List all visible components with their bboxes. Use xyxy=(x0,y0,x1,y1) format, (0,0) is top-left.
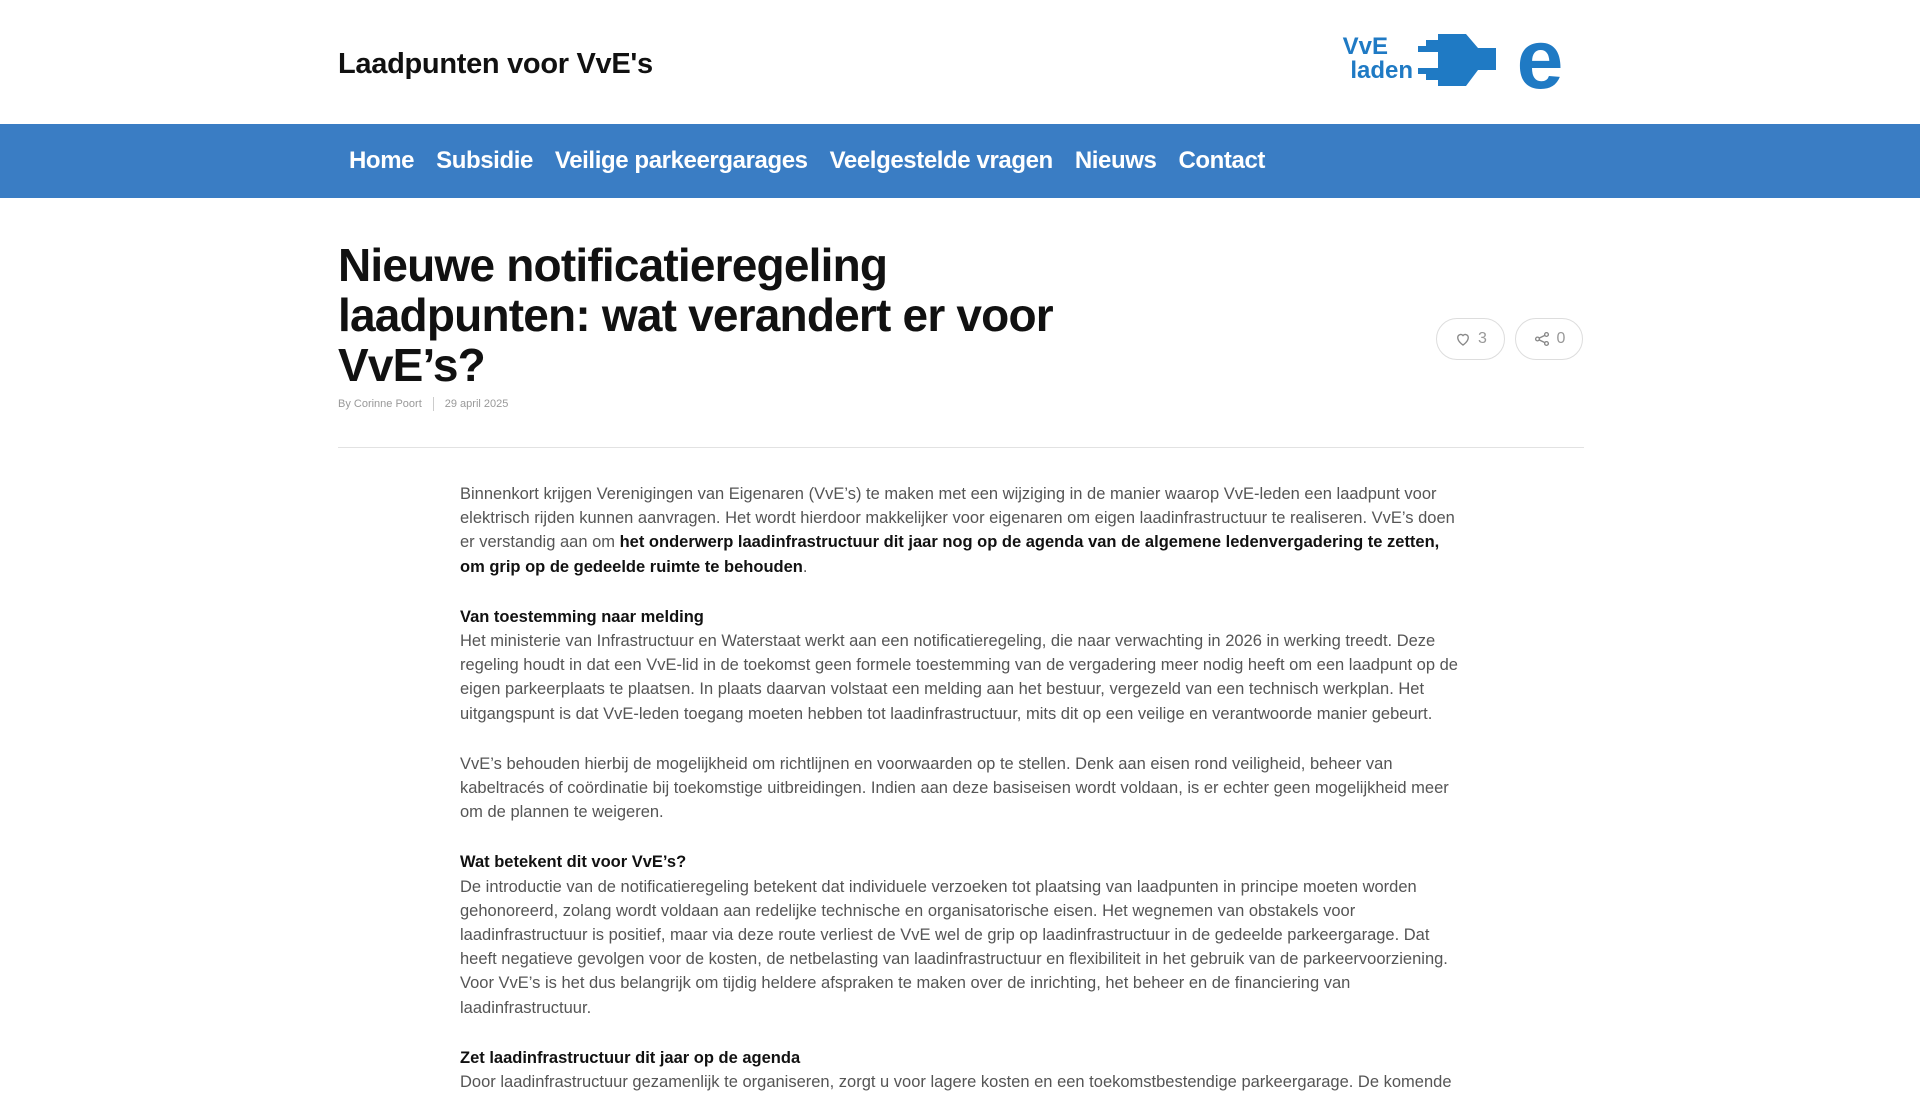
article-section xyxy=(460,1046,1460,1094)
heart-icon xyxy=(1454,330,1472,348)
article-section xyxy=(460,850,1460,1019)
share-count: 0 xyxy=(1556,330,1566,347)
article-author[interactable]: By Corinne Poort xyxy=(338,398,422,410)
share-button[interactable] xyxy=(1515,318,1583,360)
nav-item-subsidie[interactable]: Subsidie xyxy=(436,147,533,174)
paragraph-text: VvE’s behouden hierbij de mogelijkheid om richtlijnen en voorwaarden op te stellen. Denk aan eisen rond veiligheid, beheer van kabeltracés of coördinatie bij toekomstige uitbreidingen. Indien aan deze basiseisen wordt voldaan, is er echter geen mogelijkheid meer om de plannen te weigeren. xyxy=(460,754,1449,822)
paragraph-highlight: het onderwerp laadinfrastructuur dit jaar nog op de agenda van de algemene ledenvergadering te zetten, om grip op de gedeelde ruimte te behouden xyxy=(460,533,1440,576)
title-divider xyxy=(338,447,1584,448)
site-header xyxy=(0,0,1920,124)
article-meta xyxy=(338,397,508,411)
main-nav xyxy=(0,124,1920,198)
article-paragraph xyxy=(460,482,1460,579)
logo-line1: VvE xyxy=(1342,33,1388,60)
paragraph-text: Binnenkort krijgen Verenigingen van Eigenaren (VvE’s) te maken met een wijziging in de manier waarop VvE-leden een laadpunt voor elektrisch rijden kunnen aanvragen. Het wordt hierdoor makkelijker voor eigenaren om eigen laadinfrastructuur te realiseren. VvE’s doen er verstandig aan om xyxy=(460,485,1455,552)
section-text: Door laadinfrastructuur gezamenlijk te organiseren, zorgt u voor lagere kosten en een toekomstbestendige parkeergarage. De komende xyxy=(460,1073,1452,1092)
meta-divider xyxy=(433,397,434,411)
nav-item-nieuws[interactable]: Nieuws xyxy=(1074,147,1157,174)
share-icon xyxy=(1533,330,1551,348)
paragraph-end: . xyxy=(802,557,808,576)
article-section xyxy=(460,605,1460,726)
logo-letter: e xyxy=(1516,12,1564,106)
logo-line2: laden xyxy=(1350,57,1413,84)
nav-item-veelgestelde-vragen[interactable]: Veelgestelde vragen xyxy=(829,147,1053,174)
article-paragraph xyxy=(460,752,1460,825)
section-heading: Wat betekent dit voor VvE’s? xyxy=(460,853,687,872)
article-title: Nieuwe notificatieregeling laadpunten: wat verandert er voor VvE’s? xyxy=(338,239,1053,391)
section-heading: Zet laadinfrastructuur dit jaar op de agenda xyxy=(460,1048,801,1067)
nav-item-contact[interactable]: Contact xyxy=(1178,147,1265,174)
like-button[interactable] xyxy=(1436,318,1505,360)
like-count: 3 xyxy=(1478,330,1487,347)
nav-item-veilige-parkeergarages[interactable]: Veilige parkeergarages xyxy=(554,147,808,174)
section-text: Het ministerie van Infrastructuur en Waterstaat werkt aan een notificatieregeling, die naar verwachting in 2026 in werking treedt. Deze regeling houdt in dat een VvE-lid in de toekomst geen formele toestemming van de vergadering meer nodig heeft om een laadpunt op de eigen parkeerplaats te plaatsen. In plaats daarvan volstaat een melding aan het bestuur, vergezeld van een technisch werkplan. Het uitgangspunt is dat VvE-leden toegang moeten hebben tot laadinfrastructuur, mits dit op een veilige en verantwoorde manier gebeurt. xyxy=(460,632,1458,723)
nav-list xyxy=(338,124,1276,198)
section-heading: Van toestemming naar melding xyxy=(460,607,704,626)
nav-item-home[interactable]: Home xyxy=(349,147,415,174)
article-date: 29 april 2025 xyxy=(444,398,509,410)
vve-laden-logo[interactable] xyxy=(1342,12,1588,106)
section-text: De introductie van de notificatieregeling betekent dat individuele verzoeken tot plaatsing van laadpunten in principe moeten worden gehonoreerd, zolang wordt voldaan aan redelijke technische en organisatorische eisen. Het wegnemen van obstakels voor laadinfrastructuur is positief, maar via deze route verliest de VvE wel de grip op laadinfrastructuur in de gedeelde parkeergarage. Dat heeft negatieve gevolgen voor de kosten, de netbelasting van laadinfrastructuur en flexibiliteit in het gebruik van de parkeervoorziening. Voor VvE’s is het dus belangrijk om tijdig heldere afspraken te maken over de inrichting, het beheer en de financiering van laadinfrastructuur. xyxy=(460,877,1448,1017)
article-body xyxy=(460,482,1460,1120)
site-title[interactable]: Laadpunten voor VvE's xyxy=(338,48,653,80)
